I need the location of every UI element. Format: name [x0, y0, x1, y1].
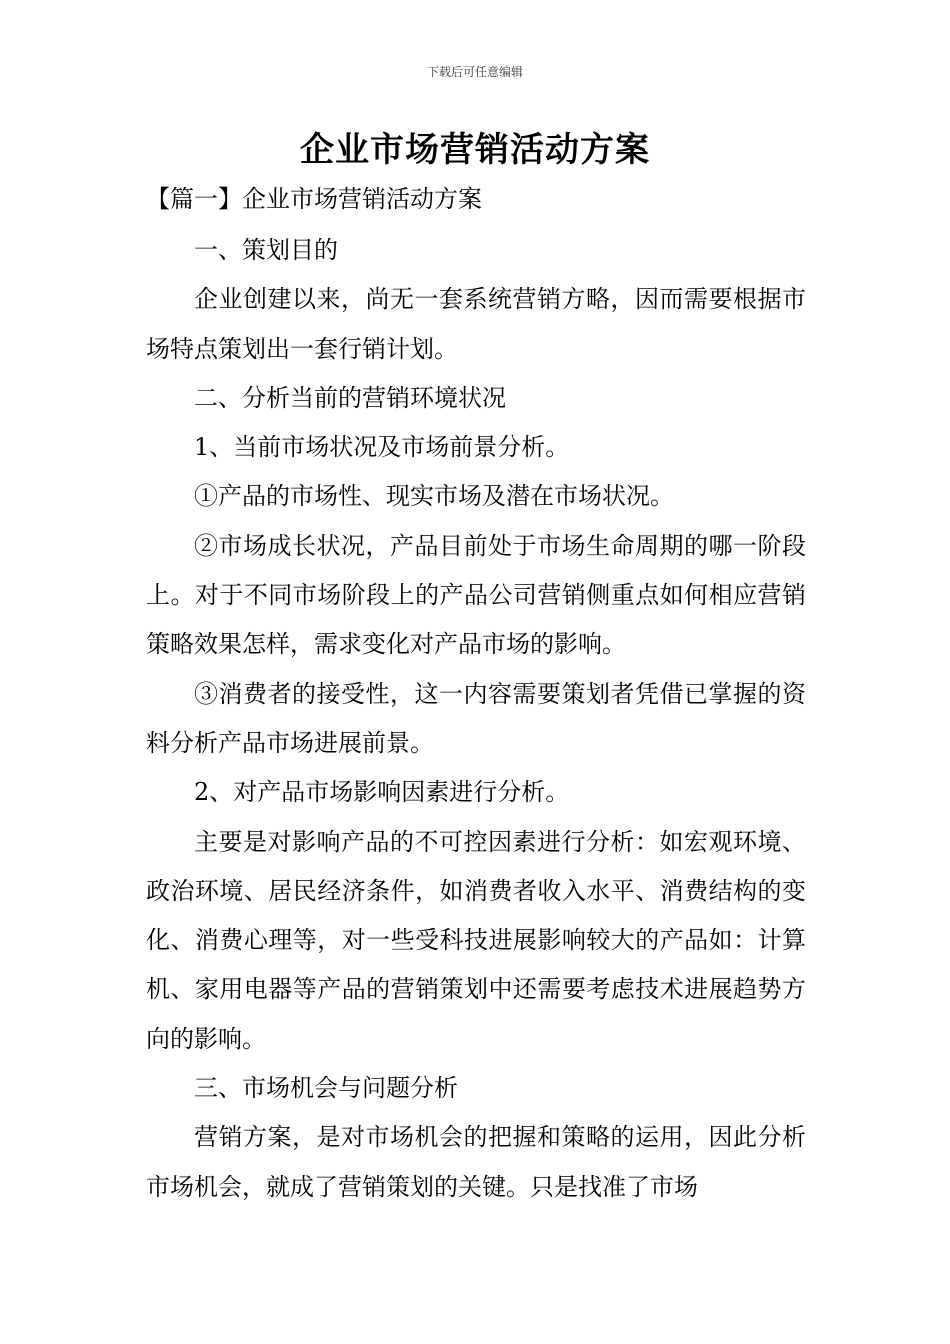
subheading-market-status: 1、当前市场状况及市场前景分析。 [194, 433, 570, 462]
heading-environment-analysis: 二、分析当前的营销环境状况 [194, 383, 506, 412]
document-title: 企业市场营销活动方案 [300, 130, 650, 170]
list-item-acceptance: ③消费者的接受性，这一内容需要策划者凭借已掌握的资料分析产品市场进展前景。 [146, 679, 806, 757]
section-label: 【篇一】企业市场营销活动方案 [146, 185, 482, 213]
paragraph-marketing-plan: 营销方案，是对市场机会的把握和策略的运用，因此分析市场机会，就成了营销策划的关键。只是找准了市场 [146, 1123, 806, 1201]
paragraph-purpose: 企业创建以来，尚无一套系统营销方略，因而需要根据市场特点策划出一套行销计划。 [146, 285, 806, 363]
heading-opportunity-analysis: 三、市场机会与问题分析 [194, 1074, 458, 1103]
paragraph-uncontrollable-factors: 主要是对影响产品的不可控因素进行分析：如宏观环境、政治环境、居民经济条件，如消费者收入水平、消费结构的变化、消费心理等，对一些受科技进展影响较大的产品如：计算机、家用电器等产品的营销策划中还需要考虑技术进展趋势方向的影响。 [146, 827, 806, 1053]
header-note: 下载后可任意编辑 [426, 65, 523, 79]
document-body [146, 226, 806, 1212]
heading-planning-purpose: 一、策划目的 [194, 236, 338, 264]
list-item-marketability: ①产品的市场性、现实市场及潜在市场状况。 [194, 482, 674, 511]
list-item-market-growth: ②市场成长状况，产品目前处于市场生命周期的哪一阶段上。对于不同市场阶段上的产品公司营销侧重点如何相应营销策略效果怎样，需求变化对产品市场的影响。 [146, 531, 806, 659]
subheading-influence-factors: 2、对产品市场影响因素进行分析。 [194, 778, 570, 807]
